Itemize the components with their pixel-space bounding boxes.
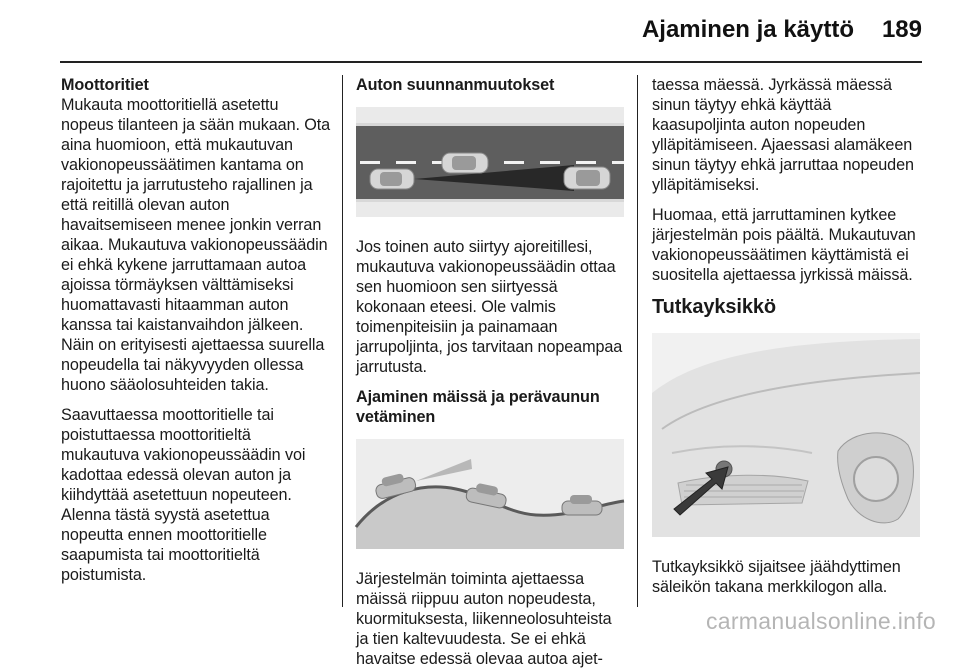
paragraph-hills-towing: Järjestelmän toiminta ajettaessa mäissä riippuu auton nopeudesta, kuormituksesta, liikenneolosuhteista ja tien kaltevuudesta. Se ei ehkä havaitse edessä olevaa autoa ajet- (356, 570, 612, 668)
paragraph-motorways-2: Saavuttaessa moottoritielle tai poistuttaessa moottoritieltä mukautuva vakionopeussäädin voi kadottaa edessä olevan auton ja kiihdyttää asetettuun nopeuteen. Alenna tästä syystä asetettua nopeutta ennen moottoritielle saapumista tai moottoritieltä poistumista. (61, 406, 306, 584)
page-number: 189 (881, 16, 922, 43)
header-rule (60, 61, 922, 63)
paragraph-hills-continued: taessa mäessä. Jyrkässä mäessä sinun täytyy ehkä käyttää kaasupoljinta auton nopeuden ylläpitämiseen. Ajaessasi alamäkeen sinun täytyy ehkä jarruttaa nopeuden ylläpitämiseksi. (652, 76, 914, 194)
heading-lane-changes: Auton suunnanmuutokset (356, 76, 555, 94)
merging-car-icon (442, 153, 488, 173)
heading-motorways: Moottoritiet (61, 76, 149, 94)
column-3 (652, 75, 924, 607)
header-title: Ajaminen ja käyttö (641, 16, 854, 43)
column-1 (61, 75, 333, 595)
heading-hills-towing: Ajaminen mäissä ja perävaunun vetäminen (356, 388, 600, 426)
column-divider-2 (637, 75, 638, 607)
lead-car-icon (564, 167, 610, 189)
hill-driving-illustration (356, 439, 624, 549)
paragraph-braking-note: Huomaa, että jarruttaminen kytkee järjestelmän pois päältä. Mukautuvan vakionopeussäätimen käyttämistä ei suositella ajettaessa jyrkissä mäissä. (652, 206, 916, 284)
paragraph-lane-changes: Jos toinen auto siirtyy ajoreitillesi, mukautuva vakionopeussäädin ottaa sen huomioon sen siirtyessä kokonaan eteesi. Ole valmis toimenpiteisiin ja painamaan jarrupoljinta, jos tarvitaan nopeampaa jarrutusta. (356, 238, 623, 376)
page-header (0, 0, 960, 62)
radar-unit-illustration (652, 333, 920, 537)
lane-change-illustration (356, 107, 624, 217)
paragraph-radar-location: Tutkayksikkö sijaitsee jäähdyttimen säleikön takana merkkilogon alla. (652, 558, 901, 596)
column-divider-1 (342, 75, 343, 607)
paragraph-motorways-1: Mukauta moottoritiellä asetettu nopeus tilanteen ja sään mukaan. Ota aina huomioon, että mukautuvan vakionopeussäätimen kantama on rajoitettu ja jarrutusteho rajallinen ja että reitillä olevan auton havaitsemiseen menee jonkin verran aikaa. Mukautuva vakionopeussäädin ei ehkä kykene jarruttamaan autoa ajoissa törmäyksen välttämiseksi huomattavasti hitaamman auton kanssa tai kaistanvaihdon jälkeen. Näin on erityisesti ajettaessa suurella nopeudella tai näkyvyyden ollessa huono sääolosuhteiden takia. (61, 96, 331, 394)
column-2 (356, 75, 624, 669)
watermark: carmanualsonline.info (705, 608, 936, 634)
heading-radar-unit: Tutkayksikkö (652, 296, 777, 318)
own-car-icon (370, 169, 414, 189)
